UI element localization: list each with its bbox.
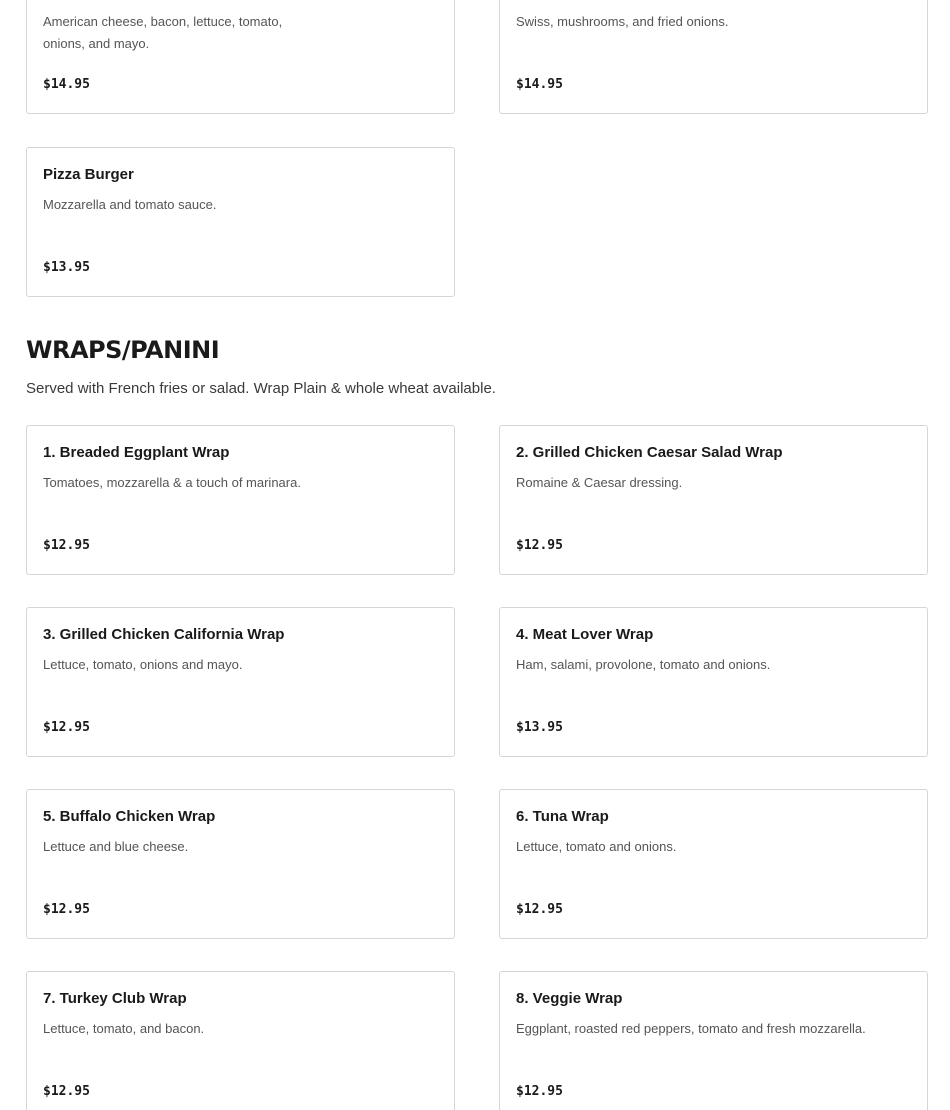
menu-item-name: 6. Tuna Wrap (516, 808, 609, 825)
menu-item-price: $14.95 (43, 77, 90, 92)
menu-item-card[interactable] (499, 607, 928, 757)
menu-item-description: Lettuce, tomato, onions and mayo. (43, 657, 243, 672)
menu-item-price: $12.95 (516, 538, 563, 553)
menu-item-card[interactable] (26, 607, 455, 757)
menu-item-name: 1. Breaded Eggplant Wrap (43, 444, 230, 461)
menu-item-price: $14.95 (516, 77, 563, 92)
menu-item-description: Lettuce, tomato, and bacon. (43, 1021, 205, 1036)
menu-item-description: Eggplant, roasted red peppers, tomato and fresh mozzarella. (516, 1021, 866, 1036)
menu-item-name: 4. Meat Lover Wrap (516, 626, 654, 643)
section-description: Served with French fries or salad. Wrap Plain & whole wheat available. (26, 380, 496, 397)
menu-item-price: $12.95 (43, 720, 90, 735)
menu-item-description: Romaine & Caesar dressing. (516, 475, 683, 490)
menu-item-description: Swiss, mushrooms, and fried onions. (516, 14, 729, 29)
menu-item-description: Ham, salami, provolone, tomato and onions. (516, 657, 771, 672)
menu-item-name: Pizza Burger (43, 166, 134, 183)
menu-item-price: $12.95 (43, 538, 90, 553)
menu-item-card[interactable] (499, 0, 928, 114)
menu-item-name: 2. Grilled Chicken Caesar Salad Wrap (516, 444, 783, 461)
menu-item-card[interactable] (26, 147, 455, 297)
menu-item-price: $13.95 (43, 260, 90, 275)
menu-item-card[interactable] (499, 789, 928, 939)
menu-item-price: $12.95 (516, 1084, 563, 1099)
menu-item-card[interactable] (499, 971, 928, 1110)
menu-item-description: Tomatoes, mozzarella & a touch of marinara. (43, 475, 301, 490)
menu-item-description: Mozzarella and tomato sauce. (43, 197, 217, 212)
menu-item-description: American cheese, bacon, lettuce, tomato, onions, and mayo. (43, 14, 283, 51)
menu-item-card[interactable] (499, 425, 928, 575)
menu-item-card[interactable] (26, 425, 455, 575)
menu-item-price: $12.95 (516, 902, 563, 917)
menu-item-name: 3. Grilled Chicken California Wrap (43, 626, 285, 643)
menu-item-price: $13.95 (516, 720, 563, 735)
menu-item-description: Lettuce and blue cheese. (43, 839, 189, 854)
menu-item-card[interactable] (26, 0, 455, 114)
menu-item-name: 8. Veggie Wrap (516, 990, 623, 1007)
menu-item-name: 5. Buffalo Chicken Wrap (43, 808, 216, 825)
menu-item-name: 7. Turkey Club Wrap (43, 990, 187, 1007)
menu-item-description: Lettuce, tomato and onions. (516, 839, 677, 854)
section-title: WRAPS/PANINI (26, 336, 220, 364)
menu-item-card[interactable] (26, 971, 455, 1110)
menu-item-price: $12.95 (43, 1084, 90, 1099)
menu-item-card[interactable] (26, 789, 455, 939)
menu-item-price: $12.95 (43, 902, 90, 917)
